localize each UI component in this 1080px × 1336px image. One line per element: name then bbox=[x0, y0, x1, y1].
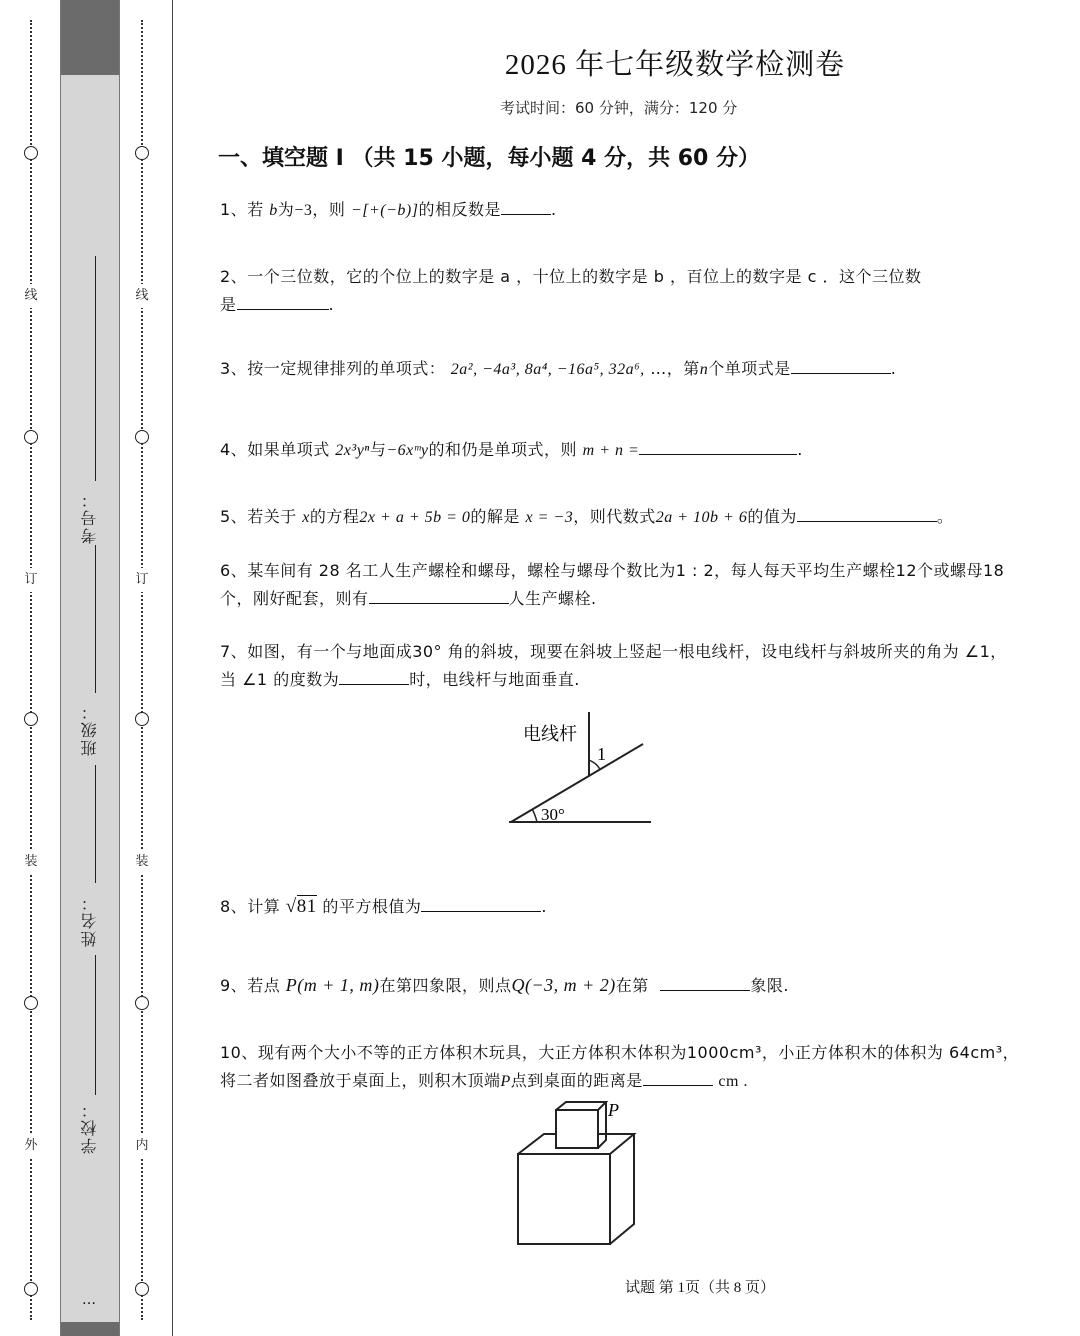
school-field: 学校： bbox=[79, 1100, 99, 1154]
binding-margin bbox=[0, 0, 175, 1336]
outer-mark-order: 订 bbox=[21, 568, 41, 592]
student-id-line bbox=[95, 256, 96, 481]
question-4: 4、如果单项式 2x³yⁿ与−6xᵐy的和仍是单项式，则 m + n = . bbox=[220, 436, 1060, 465]
inner-cut-line bbox=[141, 20, 143, 1320]
margin-rule bbox=[172, 0, 173, 1336]
question-9: 9、若点 P(m + 1, m)在第四象限，则点Q(−3, m + 2)在第 象限. bbox=[220, 971, 1060, 1000]
angle-30-label: 30° bbox=[541, 805, 565, 824]
question-1: 1、若 b为−3，则 −[+(−b)]的相反数是 . bbox=[220, 196, 1060, 225]
inner-mark-order: 订 bbox=[132, 568, 152, 592]
question-7: 7、如图，有一个与地面成30° 角的斜坡，现要在斜坡上竖起一根电线杆，设电线杆与斜坡所夹的角为 ∠1， 当 ∠1 的度数为 时，电线杆与地面垂直. bbox=[220, 642, 1007, 689]
page-title: 2026 年七年级数学检测卷 bbox=[504, 49, 846, 81]
hole-circle bbox=[24, 430, 38, 444]
class-line bbox=[95, 545, 96, 693]
hole-circle bbox=[24, 712, 38, 726]
outer-cut-line bbox=[30, 20, 32, 1320]
name-line bbox=[95, 765, 96, 883]
question-8: 8、计算 √81 的平方根值为 . bbox=[220, 893, 1060, 921]
pole-label: 电线杆 bbox=[523, 724, 577, 745]
class-field: 班级： bbox=[79, 702, 99, 756]
hole-circle bbox=[135, 996, 149, 1010]
section-heading: 一、填空题 I （共 15 小题，每小题 4 分，共 60 分） bbox=[218, 146, 760, 171]
strip-ellipsis: … bbox=[82, 1292, 96, 1308]
question-2: 2、一个三位数，它的个位上的数字是 a ，十位上的数字是 b ，百位上的数字是 c ．这个三位数 是 . bbox=[220, 267, 922, 314]
inner-mark-line: 线 bbox=[132, 284, 152, 308]
stacked-cubes-figure bbox=[512, 1096, 648, 1250]
question-6: 6、某车间有 28 名工人生产螺栓和螺母，螺栓与螺母个数比为1 : 2，每人每天平均生产螺栓12个或螺母18 个，刚好配套，则有 人生产螺栓. bbox=[220, 561, 1005, 608]
hole-circle bbox=[24, 996, 38, 1010]
hole-circle bbox=[135, 430, 149, 444]
page-footer: 试题 第 1页（共 8 页） bbox=[624, 1280, 775, 1296]
student-id-field: 考号： bbox=[79, 490, 99, 544]
school-line bbox=[95, 955, 96, 1095]
question-3: 3、按一定规律排列的单项式： 2a², −4a³, 8a⁴, −16a⁵, 32a⁶, …，第n个单项式是 . bbox=[220, 355, 1060, 384]
angle-1-label: 1 bbox=[597, 744, 606, 764]
outer-mark-outside: 外 bbox=[21, 1134, 41, 1158]
outer-mark-line: 线 bbox=[21, 284, 41, 308]
hole-circle bbox=[24, 1282, 38, 1296]
hole-circle bbox=[135, 1282, 149, 1296]
slope-pole-figure bbox=[505, 708, 657, 830]
inner-mark-inside: 内 bbox=[132, 1134, 152, 1158]
name-field: 姓名： bbox=[79, 893, 99, 947]
cube-p-label: P bbox=[608, 1100, 619, 1120]
hole-circle bbox=[135, 146, 149, 160]
exam-info: 考试时间：60 分钟，满分：120 分 bbox=[500, 99, 738, 117]
question-10: 10、现有两个大小不等的正方体积木玩具，大正方体积木体积为1000cm³，小正方体积木的体积为 64cm³， 将二者如图叠放于桌面上，则积木顶端P点到桌面的距离是 cm . bbox=[220, 1043, 1020, 1090]
question-5: 5、若关于 x的方程2x + a + 5b = 0的解是 x = −3，则代数式2a + 10b + 6的值为 。 bbox=[220, 503, 1060, 532]
hole-circle bbox=[24, 146, 38, 160]
inner-mark-bind: 装 bbox=[132, 850, 152, 874]
hole-circle bbox=[135, 712, 149, 726]
outer-mark-bind: 装 bbox=[21, 850, 41, 874]
